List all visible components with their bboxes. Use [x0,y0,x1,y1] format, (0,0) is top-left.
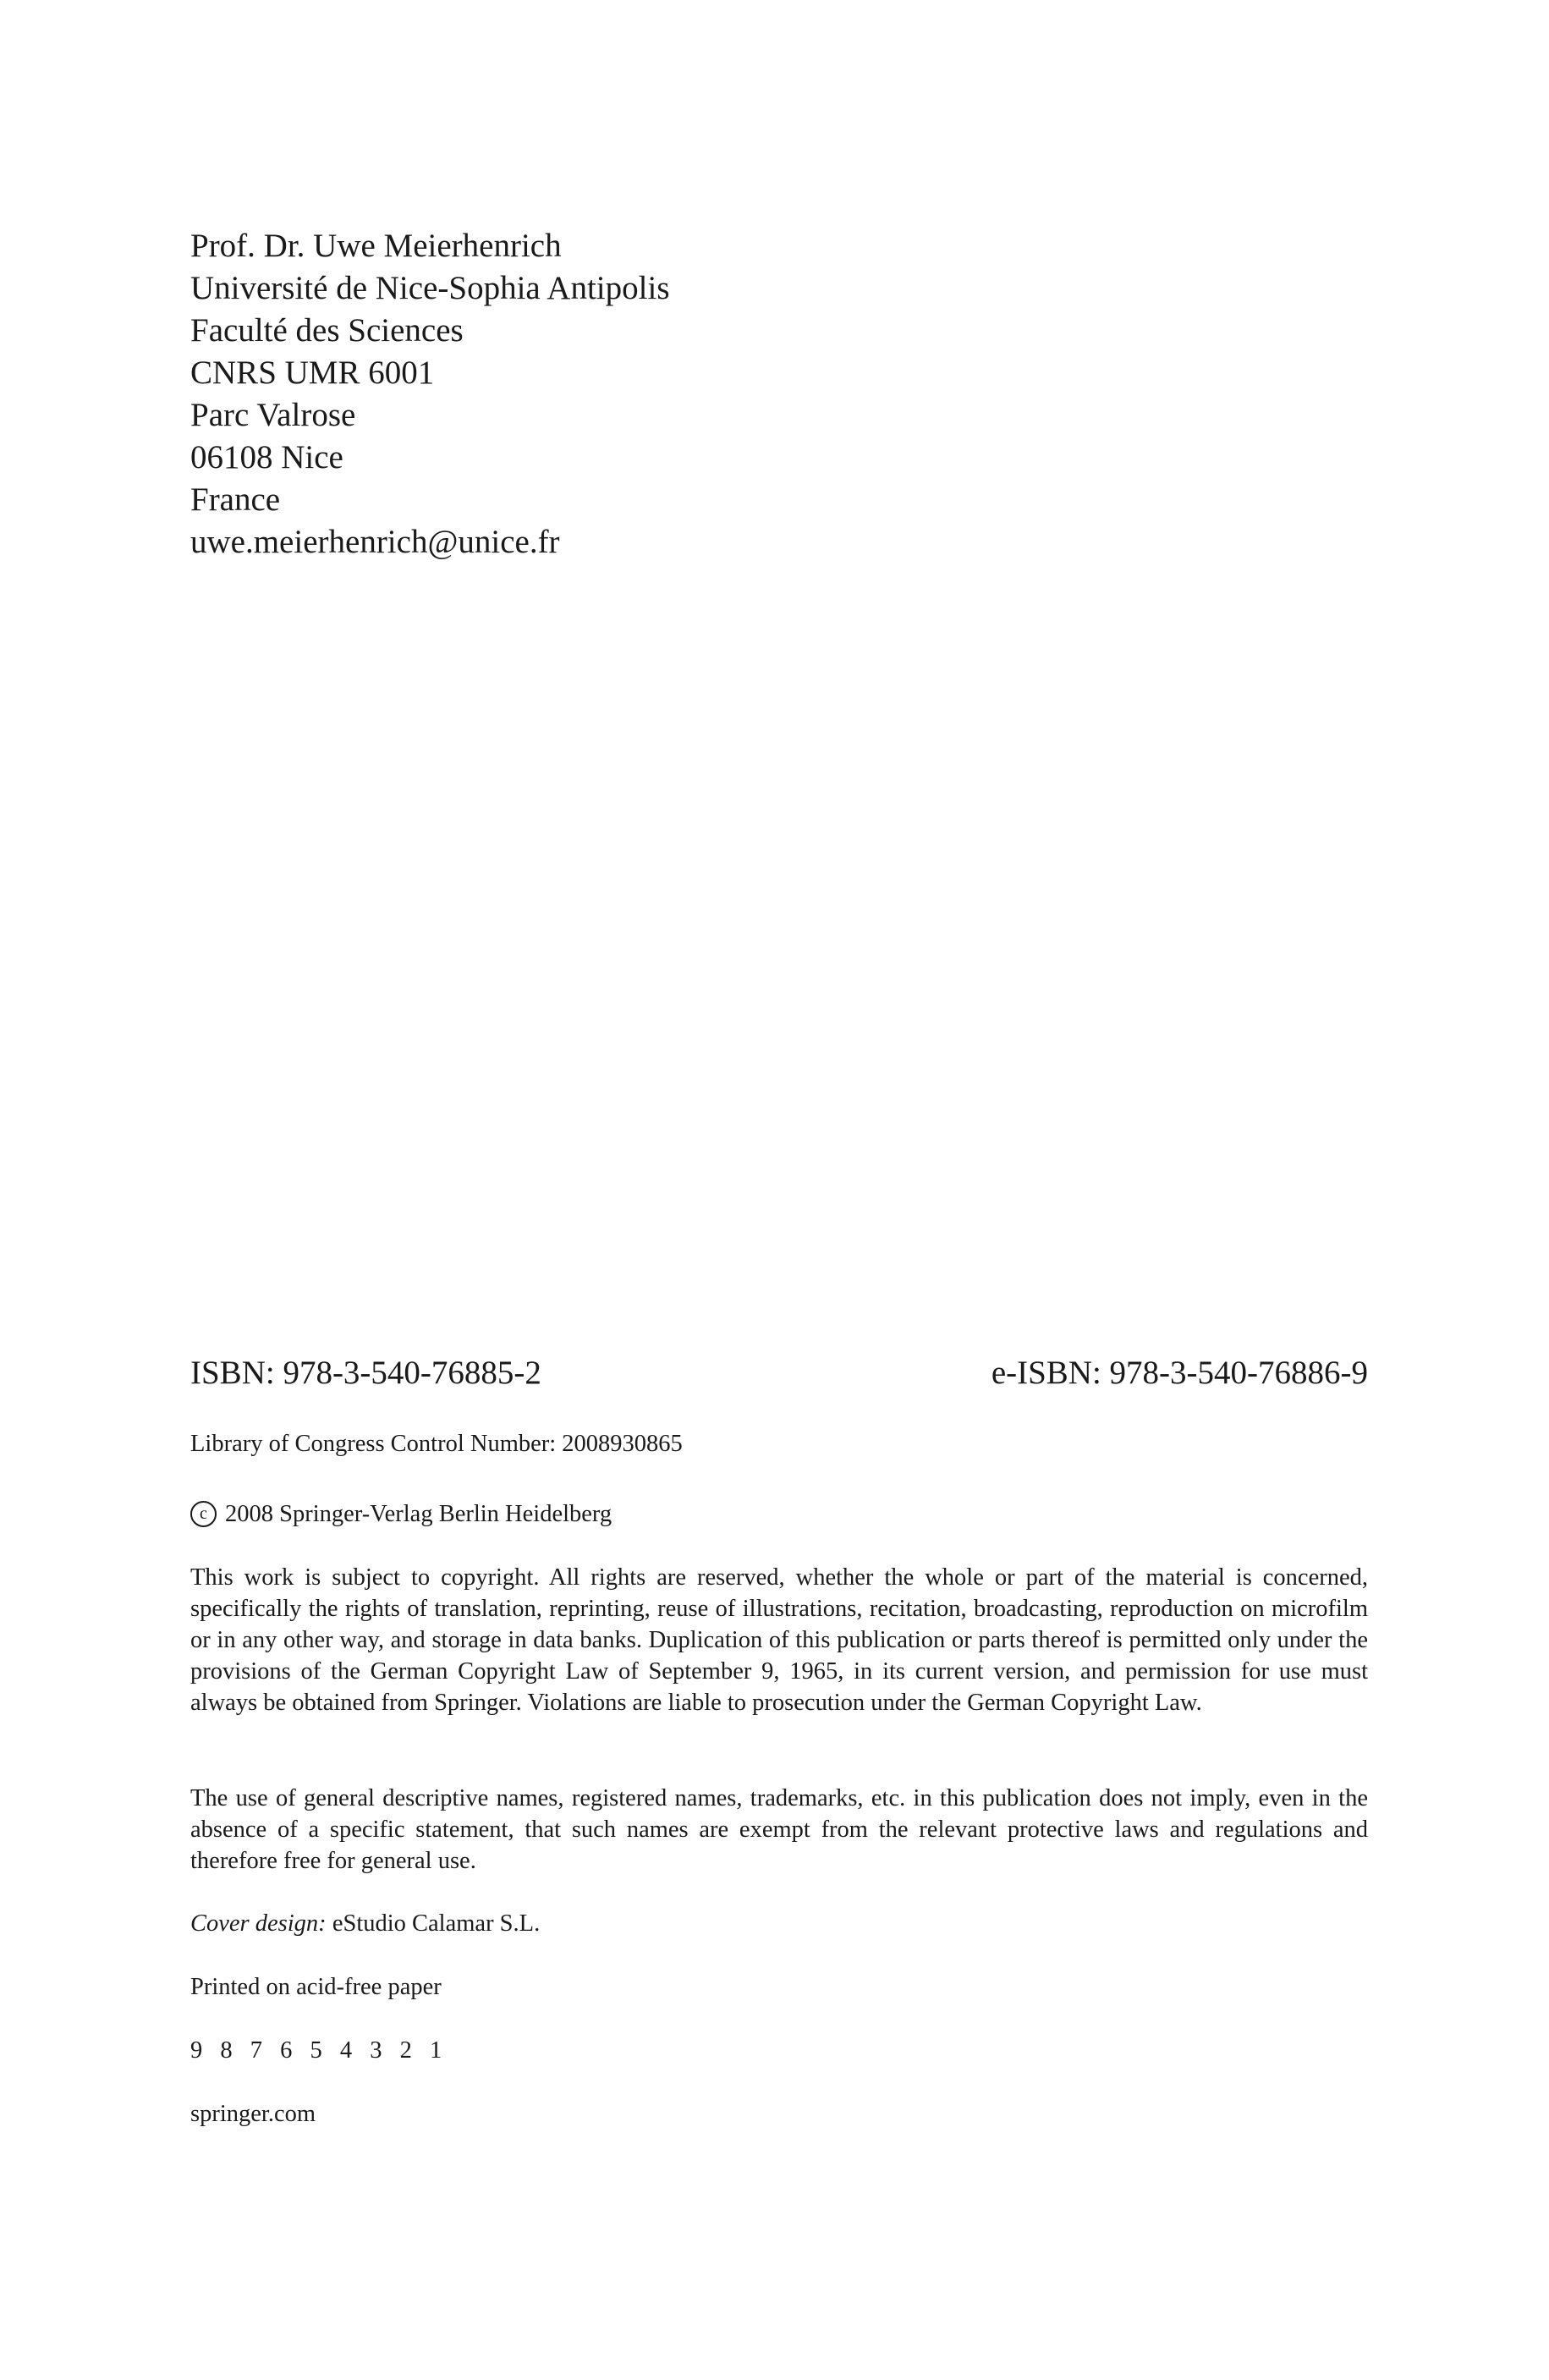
author-name: Prof. Dr. Uwe Meierhenrich [190,228,562,264]
copyright-text: 2008 Springer-Verlag Berlin Heidelberg [225,1501,612,1527]
street: Parc Valrose [190,397,356,433]
research-unit: CNRS UMR 6001 [190,355,435,391]
cover-design-value: eStudio Calamar S.L. [326,1910,541,1937]
isbn-electronic: e-ISBN: 978-3-540-76886-9 [991,1355,1368,1391]
copyright-line [190,1498,1368,1530]
printed-note: Printed on acid-free paper [190,1974,442,2000]
rights-paragraph: This work is subject to copyright. All rights are reserved, whether the whole or part of the material is concerned, specifically the rights of translation, reprinting, reuse of illustrations, recitation, broadcasting, reproduction on microfilm or in any other way, and storage in data banks. Duplication of this publication or parts thereof is permitted only under the provisions of the German Copyright Law of September 9, 1965, in its current version, and permission for use must always be obtained from Springer. Violations are liable to prosecution under the German Copyright Law. [190,1564,1368,1716]
copyright-icon: c [190,1501,217,1527]
cover-design [190,1908,1368,1939]
isbn-row [190,1352,1368,1394]
author-address-block [190,225,1036,563]
trademark-paragraph: The use of general descriptive names, registered names, trademarks, etc. in this publication does not imply, even in the absence of a specific statement, that such names are exempt from the relevant protective laws and regulations and therefore free for general use. [190,1785,1368,1874]
faculty: Faculté des Sciences [190,312,464,349]
university: Université de Nice-Sophia Antipolis [190,270,670,306]
print-run-numbers: 9 8 7 6 5 4 3 2 1 [190,2037,442,2064]
city: 06108 Nice [190,439,343,475]
country: France [190,481,281,518]
cover-design-label: Cover design: [190,1910,327,1937]
publisher-website: springer.com [190,2101,316,2127]
isbn-print: ISBN: 978-3-540-76885-2 [190,1355,541,1391]
author-email: uwe.meierhenrich@unice.fr [190,524,560,560]
lccn: Library of Congress Control Number: 2008930865 [190,1431,683,1457]
